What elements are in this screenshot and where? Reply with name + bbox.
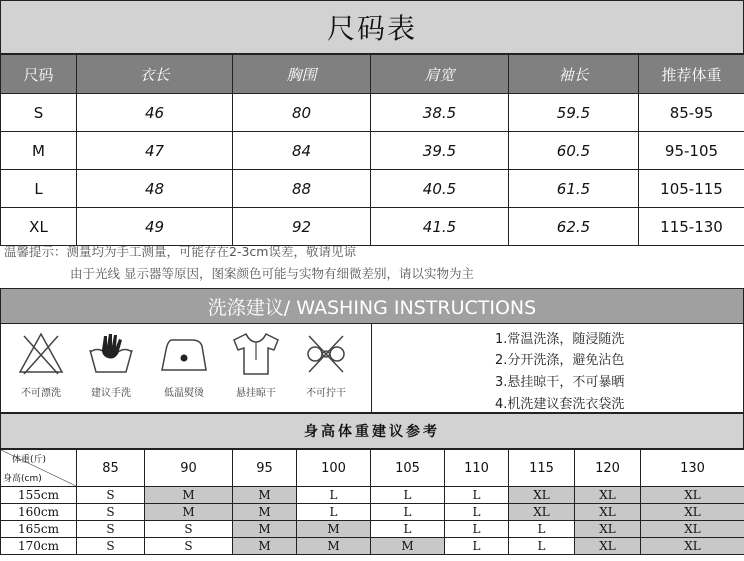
recommended-size-cell: XL — [641, 538, 744, 555]
cell-shoulder: 40.5 — [371, 170, 509, 208]
recommended-size-cell: M — [145, 487, 233, 504]
weight-axis-label: 体重(斤) — [11, 455, 46, 465]
recommended-size-cell: XL — [509, 487, 575, 504]
recommended-size-cell: M — [233, 521, 297, 538]
wash-label: 不可漂洗 — [21, 388, 61, 399]
recommended-size-cell: L — [371, 487, 445, 504]
recommended-size-cell: M — [233, 487, 297, 504]
size-table-header — [1, 55, 744, 94]
recommended-size-cell: S — [77, 521, 145, 538]
col-header-length: 衣长 — [77, 55, 233, 94]
wash-item-no-wring — [289, 330, 363, 399]
weight-header: 100 — [297, 450, 371, 487]
reference-row — [1, 504, 744, 521]
recommended-size-cell: S — [77, 487, 145, 504]
cell-size: XL — [1, 208, 77, 246]
col-header-sleeve: 袖长 — [509, 55, 639, 94]
recommended-size-cell: M — [233, 538, 297, 555]
recommended-size-cell: L — [445, 487, 509, 504]
washing-tips — [371, 324, 744, 412]
color-note: 由于光线 显示器等原因，图案颜色可能与实物有细微差别，请以实物为主 — [70, 266, 474, 281]
recommended-size-cell: XL — [641, 487, 744, 504]
recommended-size-cell: XL — [575, 487, 641, 504]
weight-header: 90 — [145, 450, 233, 487]
recommended-size-cell: M — [145, 504, 233, 521]
page-title: 尺码表 — [0, 0, 744, 54]
cell-length: 48 — [77, 170, 233, 208]
recommended-size-cell: XL — [509, 504, 575, 521]
reference-row — [1, 538, 744, 555]
recommended-size-cell: L — [445, 504, 509, 521]
wash-item-hang-dry — [219, 330, 293, 399]
cell-length: 46 — [77, 94, 233, 132]
measure-note: 温馨提示：测量均为手工测量，可能存在2-3cm误差，敬请见谅 — [4, 244, 356, 259]
wash-tip: 3.悬挂晾干，不可暴晒 — [495, 375, 625, 390]
reference-header-row — [1, 450, 744, 487]
no-wring-icon — [289, 330, 363, 378]
cell-sleeve: 61.5 — [509, 170, 639, 208]
wash-tip: 4.机洗建议套洗衣袋洗 — [495, 397, 625, 412]
size-table — [0, 54, 744, 246]
weight-header: 85 — [77, 450, 145, 487]
cell-length: 47 — [77, 132, 233, 170]
table-row — [1, 208, 744, 246]
wash-item-no-bleach — [4, 330, 78, 399]
recommended-size-cell: S — [145, 538, 233, 555]
cell-size: L — [1, 170, 77, 208]
table-row — [1, 94, 744, 132]
wash-label: 不可拧干 — [306, 388, 346, 399]
table-row — [1, 170, 744, 208]
recommended-size-cell: S — [145, 521, 233, 538]
cell-sleeve: 59.5 — [509, 94, 639, 132]
height-cell: 160cm — [1, 504, 77, 521]
low-iron-icon — [147, 330, 221, 378]
washing-header: 洗涤建议/ WASHING INSTRUCTIONS — [0, 288, 744, 324]
height-cell: 155cm — [1, 487, 77, 504]
hang-dry-icon — [219, 330, 293, 378]
height-cell: 165cm — [1, 521, 77, 538]
cell-weight: 115-130 — [639, 208, 744, 246]
cell-chest: 84 — [233, 132, 371, 170]
weight-header: 115 — [509, 450, 575, 487]
table-row — [1, 132, 744, 170]
wash-item-low-iron — [147, 330, 221, 399]
cell-size: S — [1, 94, 77, 132]
recommended-size-cell: M — [371, 538, 445, 555]
height-cell: 170cm — [1, 538, 77, 555]
reference-header: 身高体重建议参考 — [0, 413, 744, 449]
recommended-size-cell: S — [77, 538, 145, 555]
reference-row — [1, 521, 744, 538]
weight-header: 120 — [575, 450, 641, 487]
weight-header: 95 — [233, 450, 297, 487]
recommended-size-cell: L — [371, 504, 445, 521]
cell-weight: 105-115 — [639, 170, 744, 208]
height-axis-label: 身高(cm) — [3, 474, 42, 484]
cell-chest: 88 — [233, 170, 371, 208]
no-bleach-icon — [4, 330, 78, 378]
cell-size: M — [1, 132, 77, 170]
col-header-shoulder: 肩宽 — [371, 55, 509, 94]
reference-row — [1, 487, 744, 504]
cell-shoulder: 41.5 — [371, 208, 509, 246]
wash-tip: 2.分开洗涤，避免沾色 — [495, 353, 625, 368]
diagonal-header-cell — [1, 450, 77, 487]
wash-label: 悬挂晾干 — [236, 388, 276, 399]
col-header-chest: 胸围 — [233, 55, 371, 94]
recommended-size-cell: S — [77, 504, 145, 521]
recommended-size-cell: M — [233, 504, 297, 521]
recommended-size-cell: XL — [575, 521, 641, 538]
cell-sleeve: 60.5 — [509, 132, 639, 170]
cell-weight: 95-105 — [639, 132, 744, 170]
cell-shoulder: 39.5 — [371, 132, 509, 170]
cell-sleeve: 62.5 — [509, 208, 639, 246]
recommended-size-cell: M — [297, 538, 371, 555]
wash-label: 建议手洗 — [91, 388, 131, 399]
washing-section — [0, 323, 744, 413]
col-header-weight: 推荐体重 — [639, 55, 744, 94]
weight-header: 110 — [445, 450, 509, 487]
weight-header: 105 — [371, 450, 445, 487]
recommended-size-cell: L — [371, 521, 445, 538]
recommended-size-cell: L — [509, 538, 575, 555]
reference-table — [0, 449, 744, 555]
col-header-size: 尺码 — [1, 55, 77, 94]
hand-wash-icon — [74, 330, 148, 378]
cell-length: 49 — [77, 208, 233, 246]
wash-label: 低温熨烫 — [164, 388, 204, 399]
recommended-size-cell: L — [509, 521, 575, 538]
cell-chest: 92 — [233, 208, 371, 246]
wash-tip: 1.常温洗涤，随浸随洗 — [495, 332, 625, 347]
recommended-size-cell: L — [297, 504, 371, 521]
cell-chest: 80 — [233, 94, 371, 132]
wash-item-hand-wash — [74, 330, 148, 399]
recommended-size-cell: XL — [575, 538, 641, 555]
recommended-size-cell: XL — [641, 521, 744, 538]
cell-shoulder: 38.5 — [371, 94, 509, 132]
weight-header: 130 — [641, 450, 744, 487]
washing-icons — [1, 324, 371, 412]
recommended-size-cell: M — [297, 521, 371, 538]
recommended-size-cell: L — [445, 521, 509, 538]
recommended-size-cell: XL — [641, 504, 744, 521]
recommended-size-cell: L — [297, 487, 371, 504]
recommended-size-cell: L — [445, 538, 509, 555]
cell-weight: 85-95 — [639, 94, 744, 132]
recommended-size-cell: XL — [575, 504, 641, 521]
